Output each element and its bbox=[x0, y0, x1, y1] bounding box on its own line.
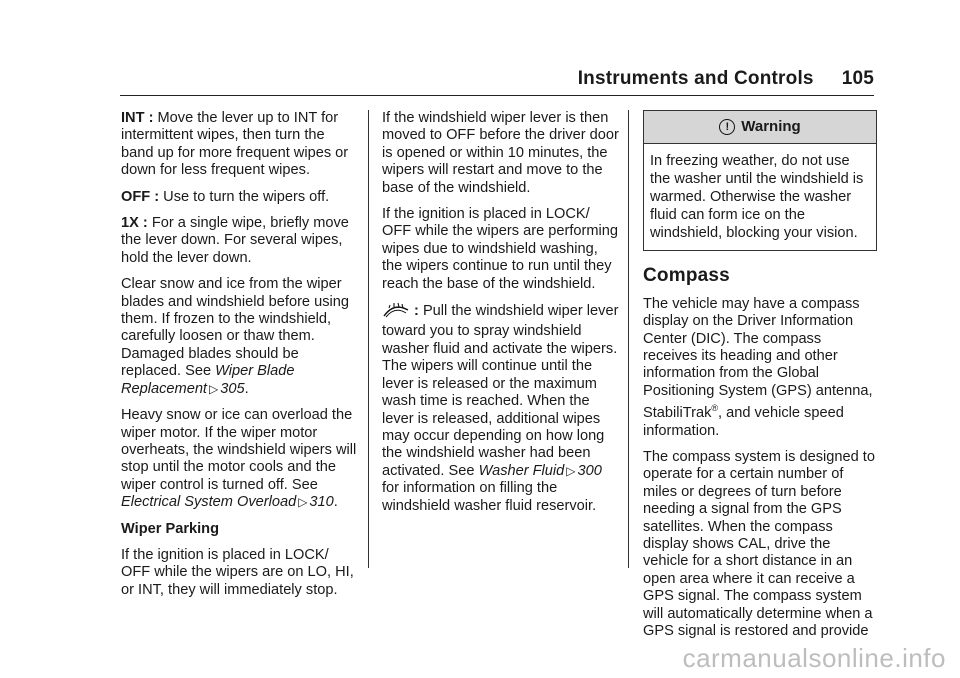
off-label: OFF : bbox=[121, 188, 160, 205]
page-reference-arrow-icon: ▷ bbox=[209, 381, 219, 396]
electrical-overload-link[interactable]: Electrical System Overload bbox=[121, 494, 297, 511]
column-3 bbox=[643, 110, 877, 649]
washer-fluid-link[interactable]: Washer Fluid bbox=[478, 462, 565, 479]
single-wipe-paragraph bbox=[121, 215, 357, 267]
heavy-snow-text: Heavy snow or ice can overload the wiper motor. If the wiper motor overheats, the windshield wipers will stop until the motor cools and the wiper control is turned off. See bbox=[121, 407, 357, 493]
page-number: 105 bbox=[841, 68, 874, 89]
compass-paragraph-2: The compass system is designed to operate for a certain number of miles or degrees of turn before needing a signal from the GPS satellites. When the compass display shows CAL, drive the vehicle for a short distance in an open area where it can receive a GPS signal. The compass system will automatically determine when a GPS signal is restored and provide bbox=[643, 448, 875, 639]
section-title: Instruments and Controls bbox=[577, 68, 814, 89]
electrical-overload-page-link[interactable]: 310 bbox=[309, 494, 334, 511]
wiper-parking-text: If the ignition is placed in LOCK/ OFF while the wipers are on LO, HI, or INT, they will immediately stop. bbox=[121, 546, 354, 598]
washer-text: Pull the windshield wiper lever toward you to spray windshield washer fluid and activate the wipers. The wipers will continue until the lever is released or the maximum wash time is reached. When the lever is released, additional wipes may occur depending on how long the windshield washer had been activated. See bbox=[382, 303, 619, 479]
warning-icon: ! bbox=[719, 119, 735, 135]
column-divider bbox=[628, 110, 629, 568]
warning-header bbox=[644, 111, 876, 144]
warning-box bbox=[643, 110, 877, 251]
wiper-parking-heading: Wiper Parking bbox=[121, 520, 219, 537]
wiper-blade-link[interactable]: Wiper Blade Replacement bbox=[121, 363, 295, 397]
watermark: carmanualsonline.info bbox=[682, 643, 946, 673]
header-rule bbox=[120, 95, 874, 96]
warning-title: Warning bbox=[741, 118, 801, 135]
column-1 bbox=[121, 110, 357, 608]
clear-snow-text: Clear snow and ice from the wiper blades and windshield before using them. If frozen to the windshield, carefully loosen or thaw them. Damaged blades should be replaced. See bbox=[121, 276, 349, 380]
washer-fluid-page-link[interactable]: 300 bbox=[577, 462, 602, 479]
off-text: Use to turn the wipers off. bbox=[163, 188, 330, 205]
single-wipe-text: For a single wipe, briefly move the lever down. For several wipes, hold the lever down. bbox=[121, 215, 349, 266]
off-paragraph bbox=[121, 189, 357, 206]
page-reference-arrow-icon: ▷ bbox=[566, 463, 576, 478]
int-paragraph bbox=[121, 110, 357, 180]
int-text: Move the lever up to INT for intermittent wipes, then turn the band up for more frequent wipes or down for less frequent wipes. bbox=[121, 110, 349, 179]
windshield-washer-icon bbox=[382, 302, 410, 323]
clear-snow-paragraph: Clear snow and ice from the wiper blades and windshield before using them. If frozen to the windshield, carefully loosen or thaw them. Damaged blades should be replaced. See Wiper Blade Replacement ▷ 305. bbox=[121, 276, 349, 397]
registered-mark: ® bbox=[711, 403, 719, 414]
compass-heading: Compass bbox=[643, 265, 730, 287]
compass-text-a: The vehicle may have a compass display on the Driver Information Center (DIC). The compass receives its heading and other information from the Global Positioning System (GPS) antenna, StabiliTrak bbox=[643, 295, 873, 422]
page-reference-arrow-icon: ▷ bbox=[298, 495, 308, 510]
washing-paragraph: If the ignition is placed in LOCK/ OFF while the wipers are performing wipes due to windshield washing, the wipers continue to run until they reach the base of the windshield. bbox=[382, 206, 619, 292]
compass-paragraph-1 bbox=[643, 296, 877, 440]
int-label: INT : bbox=[121, 110, 154, 126]
restart-paragraph: If the windshield wiper lever is then moved to OFF before the driver door is opened or within 10 minutes, the wipers will restart and move to the base of the windshield. bbox=[382, 110, 619, 196]
column-2 bbox=[382, 110, 620, 524]
page-header bbox=[578, 68, 874, 90]
column-divider bbox=[368, 110, 369, 568]
washer-tail-text: for information on filling the windshield washer fluid reservoir. bbox=[382, 480, 597, 514]
warning-text: In freezing weather, do not use the washer until the windshield is warmed. Otherwise the washer fluid can form ice on the windshield, blocking your vision. bbox=[650, 153, 864, 242]
washer-colon: : bbox=[414, 303, 419, 320]
wiper-blade-page-link[interactable]: 305 bbox=[220, 380, 245, 397]
single-wipe-label: 1X : bbox=[121, 215, 148, 232]
washer-paragraph bbox=[382, 302, 620, 515]
heavy-snow-paragraph: Heavy snow or ice can overload the wiper motor. If the wiper motor overheats, the windshield wipers will stop until the motor cools and the wiper control is turned off. See Electrical System Overload ▷ 310. bbox=[121, 407, 357, 511]
compass-text-b: , and vehicle speed information. bbox=[643, 405, 844, 439]
